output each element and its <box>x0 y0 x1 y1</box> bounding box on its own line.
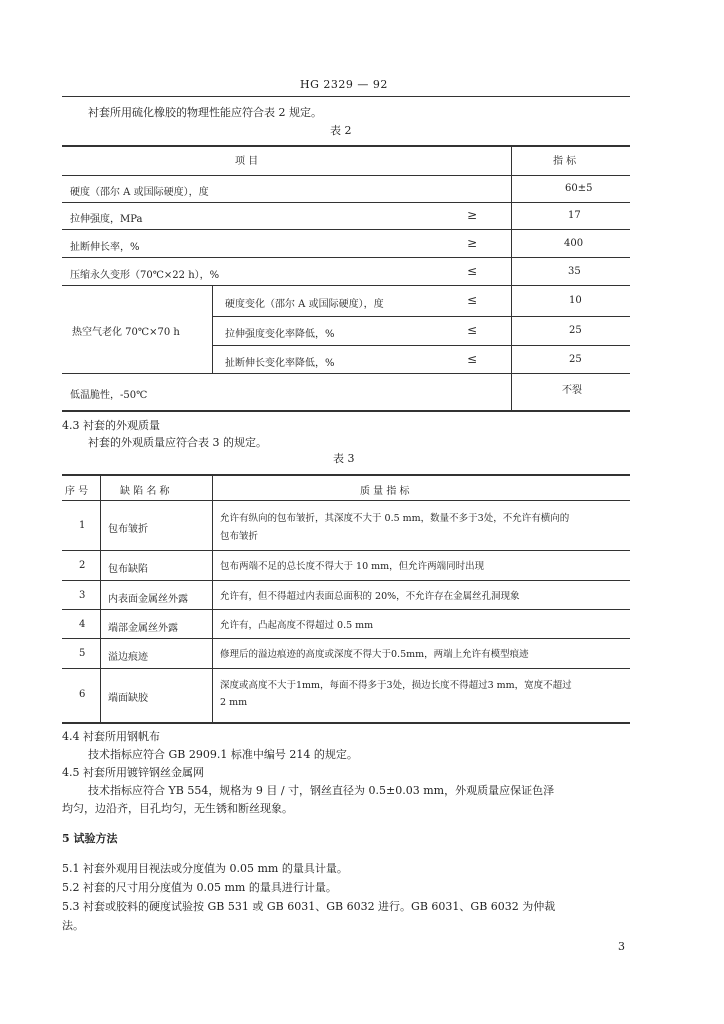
table3-row-no: 4 <box>79 619 86 630</box>
table2-aging-item: 拉伸强度变化率降低，% <box>225 329 335 340</box>
table2-row-op: ≥ <box>467 208 478 222</box>
table2-aging-label: 热空气老化 70℃×70 h <box>72 327 180 338</box>
table2-row-item: 硬度（邵尔 A 或国际硬度），度 <box>70 187 209 198</box>
table3-row-no: 3 <box>79 590 86 601</box>
table3-row-text: 修理后的溢边痕迹的高度或深度不得大于0.5mm，两端上允许有模型痕迹 <box>220 649 529 660</box>
table2-row-value: 400 <box>564 238 584 249</box>
table3-col-name: 缺 陷 名 称 <box>120 486 170 497</box>
table2-row-item: 低温脆性，-50℃ <box>70 390 148 401</box>
table2-aging-value: 10 <box>569 295 582 306</box>
table2-row-item: 压缩永久变形（70℃×22 h），% <box>70 270 220 281</box>
table2-aging-op: ≤ <box>467 352 478 366</box>
sec45-text-line1: 技术指标应符合 YB 554，规格为 9 目 / 寸，钢丝直径为 0.5±0.03 mm，外观质量应保证色泽 <box>88 784 555 797</box>
sec45-heading: 4.5 衬套所用镀锌钢丝金属网 <box>62 766 204 779</box>
sec5-item: 5.3 衬套或胶料的硬度试验按 GB 531 或 GB 6031、GB 6032 进行。GB 6031、GB 6032 为仲裁 <box>62 900 556 913</box>
table3-row-name: 端面缺胶 <box>108 693 148 704</box>
table3-row-text: 允许有，凸起高度不得超过 0.5 mm <box>220 620 374 631</box>
table3-row-name: 端部金属丝外露 <box>108 623 178 634</box>
table3-row-no: 6 <box>79 689 86 700</box>
table2-aging-value: 25 <box>569 325 582 336</box>
table2-aging-op: ≤ <box>467 293 478 307</box>
sec43-heading: 4.3 衬套的外观质量 <box>62 419 160 432</box>
standard-number: HG 2329 — 92 <box>300 78 388 91</box>
table2-row-op: ≤ <box>467 264 478 278</box>
table3-row-text: 包布两端不足的总长度不得大于 10 mm，但允许两端同时出现 <box>220 561 485 572</box>
table3-row-no: 5 <box>79 648 86 659</box>
intro-line: 衬套所用硫化橡胶的物理性能应符合表 2 规定。 <box>88 106 322 119</box>
table2-col-item: 项 目 <box>235 156 259 167</box>
table3-col-index: 质 量 指 标 <box>360 486 410 497</box>
table3-caption: 表 3 <box>333 452 355 465</box>
table3-row-name: 内表面金属丝外露 <box>108 594 188 605</box>
page-number: 3 <box>618 940 625 953</box>
table3-row-name: 溢边痕迹 <box>108 652 148 663</box>
table3-row-text: 包布皱折 <box>220 531 259 542</box>
table2-caption: 表 2 <box>330 124 352 137</box>
table2-row-value: 35 <box>568 266 581 277</box>
table3-row-text: 允许有，但不得超过内表面总面积的 20%，不允许存在金属丝孔洞现象 <box>220 591 520 602</box>
sec5-item: 5.1 衬套外观用目视法或分度值为 0.05 mm 的量具计量。 <box>62 862 348 875</box>
sec5-heading: 5 试验方法 <box>62 832 118 845</box>
table2-aging-item: 硬度变化（邵尔 A 或国际硬度），度 <box>225 299 384 310</box>
table2-aging-value: 25 <box>569 354 582 365</box>
table3-row-name: 包布皱折 <box>108 524 148 535</box>
table3-col-no: 序 号 <box>65 486 89 497</box>
header-rule <box>62 96 630 97</box>
table3-row-no: 2 <box>79 560 86 571</box>
table3-row-name: 包布缺陷 <box>108 564 148 575</box>
table2-row-value: 17 <box>568 210 581 221</box>
table3-row-text: 允许有纵向的包布皱折，其深度不大于 0.5 mm，数量不多于3处，不允许有横向的 <box>220 513 570 524</box>
sec44-heading: 4.4 衬套所用钢帆布 <box>62 730 160 743</box>
sec43-text: 衬套的外观质量应符合表 3 的规定。 <box>88 436 267 449</box>
sec44-text: 技术指标应符合 GB 2909.1 标准中编号 214 的规定。 <box>88 748 358 761</box>
sec45-text-line2: 均匀，边沿齐，目孔均匀，无生锈和断丝现象。 <box>62 802 293 815</box>
table2-row-item: 扯断伸长率，% <box>70 242 140 253</box>
table3-row-text: 深度或高度不大于1mm，每面不得多于3处，损边长度不得超过3 mm，宽度不超过 <box>220 680 572 691</box>
table2-row-op: ≥ <box>467 236 478 250</box>
table2-row-value: 不裂 <box>562 385 582 396</box>
table2-row-item: 拉伸强度，MPa <box>70 214 143 225</box>
table3-row-no: 1 <box>79 520 86 531</box>
sec5-item-cont: 法。 <box>62 919 84 932</box>
table2-col-index: 指 标 <box>553 156 577 167</box>
table2-aging-item: 扯断伸长变化率降低，% <box>225 358 335 369</box>
sec5-item: 5.2 衬套的尺寸用分度值为 0.05 mm 的量具进行计量。 <box>62 881 337 894</box>
table2-aging-op: ≤ <box>467 323 478 337</box>
table2-row-value: 60±5 <box>565 183 593 194</box>
table3-row-text: 2 mm <box>220 697 248 708</box>
